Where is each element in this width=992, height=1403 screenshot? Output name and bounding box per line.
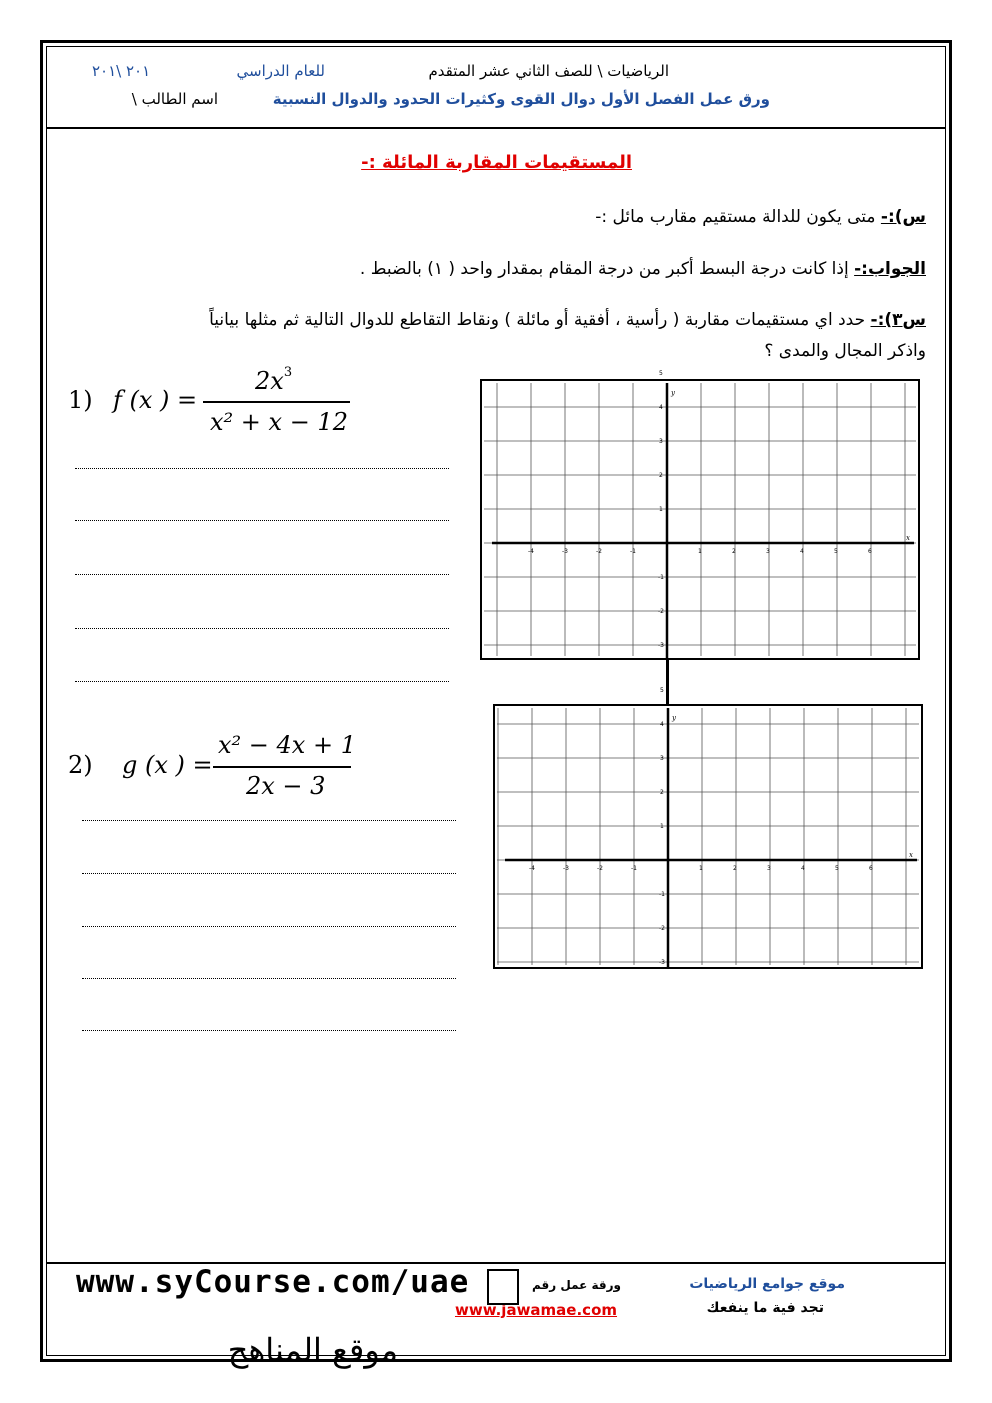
y-axis-label: y: [672, 714, 676, 722]
y-tick-label: 3: [659, 438, 663, 445]
x-tick-label: -1: [631, 865, 637, 872]
y-tick-label: 3: [660, 755, 664, 762]
x-tick-label: -1: [630, 548, 636, 555]
y-tick-label: -3: [659, 959, 665, 966]
y-tick-label: 1: [659, 506, 663, 513]
answer-text: إذا كانت درجة البسط أكبر من درجة المقام بمقدار واحد ( ١) بالضبط .: [359, 259, 849, 279]
x-tick-label: 2: [732, 548, 736, 555]
problem-1-numerator: [255, 367, 292, 395]
x-tick-label: -4: [528, 548, 534, 555]
answer-label: الجواب:-: [854, 259, 926, 279]
x-tick-label: 6: [869, 865, 873, 872]
header-subject: الرياضيات \ للصف الثاني عشر المتقدم: [428, 62, 669, 80]
y-tick-label: 4: [660, 721, 664, 728]
answer-line[interactable]: [75, 681, 449, 682]
x-tick-label: 5: [834, 548, 838, 555]
y-tick-label: 5: [660, 687, 664, 694]
header-school-year-label: للعام الدراسي: [236, 62, 325, 80]
answer-line[interactable]: [75, 520, 449, 521]
answer-line[interactable]: [75, 574, 449, 575]
graph-connector: [666, 660, 669, 704]
problem-2-denominator: 2x − 3: [246, 772, 326, 800]
grid-frame: [481, 380, 919, 659]
x-tick-label: 6: [868, 548, 872, 555]
x-axis-label: x: [906, 534, 910, 542]
coordinate-grid-2[interactable]: [493, 687, 923, 969]
problem-1-fraction-bar: [203, 401, 350, 403]
x-tick-label: -2: [596, 548, 602, 555]
y-tick-label: -2: [658, 608, 664, 615]
y-tick-label: 1: [660, 823, 664, 830]
y-tick-label: 5: [659, 370, 663, 377]
problem-2-numerator: x² − 4x + 1: [218, 731, 356, 759]
grid-frame: [494, 705, 922, 968]
y-tick-label: -1: [658, 574, 664, 581]
y-tick-label: -1: [659, 891, 665, 898]
question-3-line2: واذكر المجال والمدى ؟: [764, 341, 926, 361]
question-3-label: س٣):-: [870, 310, 926, 330]
answer: [360, 259, 926, 279]
x-tick-label: -3: [562, 548, 568, 555]
y-tick-label: -3: [658, 642, 664, 649]
question-1: [595, 207, 926, 227]
footer-slogan: تجد فية ما ينفعك: [706, 1300, 824, 1316]
coordinate-grid-1[interactable]: [480, 370, 920, 660]
question-3: [209, 310, 926, 330]
watermark-url: www.syCourse.com/uae: [76, 1264, 470, 1300]
y-tick-label: 2: [659, 472, 663, 479]
footer-worksheet-number-label: ورقة عمل رقم: [532, 1278, 621, 1292]
y-tick-label: 4: [659, 404, 663, 411]
question-3-text: حدد اي مستقيمات مقاربة ( رأسية ، أفقية أو مائلة ) ونقاط التقاطع للدوال التالية ثم مثلها بيانياً: [209, 310, 866, 330]
worksheet-title: ورق عمل الفصل الأول دوال القوى وكثيرات الحدود والدوال النسبية: [272, 90, 770, 108]
x-tick-label: 1: [698, 548, 702, 555]
answer-line[interactable]: [82, 926, 456, 927]
problem-1-numerator-base: 2x: [255, 367, 284, 395]
x-tick-label: -4: [529, 865, 535, 872]
answer-line[interactable]: [82, 978, 456, 979]
x-tick-label: 4: [801, 865, 805, 872]
page-border-inner: [46, 46, 946, 1356]
question-1-text: متى يكون للدالة مستقيم مقارب مائل :-: [595, 207, 876, 227]
x-tick-label: 5: [835, 865, 839, 872]
x-tick-label: -3: [563, 865, 569, 872]
answer-line[interactable]: [75, 468, 449, 469]
footer-url[interactable]: www.jawamae.com: [455, 1301, 618, 1319]
answer-line[interactable]: [82, 820, 456, 821]
y-tick-label: -2: [659, 925, 665, 932]
problem-2-fraction-bar: [213, 766, 351, 768]
student-name-label: اسم الطالب \: [131, 90, 218, 108]
x-tick-label: 3: [766, 548, 770, 555]
problem-1-numerator-exponent: 3: [283, 365, 293, 380]
answer-line[interactable]: [75, 628, 449, 629]
section-title: المستقيمات المقاربة المائلة :-: [361, 152, 632, 173]
watermark-box: [487, 1269, 519, 1305]
x-tick-label: 2: [733, 865, 737, 872]
x-tick-label: 1: [699, 865, 703, 872]
x-axis-label: x: [909, 851, 913, 859]
footer-site-name: موقع جوامع الرياضيات: [689, 1276, 845, 1292]
x-tick-label: 3: [767, 865, 771, 872]
header-year: ٢٠١ \٢٠١: [92, 62, 151, 80]
problem-2-function: g (x ) =: [122, 751, 213, 779]
question-1-label: س):-: [880, 207, 926, 227]
answer-line[interactable]: [82, 1030, 456, 1031]
x-tick-label: 4: [800, 548, 804, 555]
problem-1-function: f (x ) =: [113, 386, 198, 414]
watermark-caption: موقع المناهج: [227, 1331, 398, 1369]
problem-2-number: 2): [68, 751, 93, 779]
problem-1-number: 1): [68, 386, 93, 414]
answer-line[interactable]: [82, 873, 456, 874]
y-tick-label: 2: [660, 789, 664, 796]
x-tick-label: -2: [597, 865, 603, 872]
header-divider: [46, 127, 946, 129]
y-axis-label: y: [671, 389, 675, 397]
problem-1-denominator: x² + x − 12: [210, 408, 348, 436]
